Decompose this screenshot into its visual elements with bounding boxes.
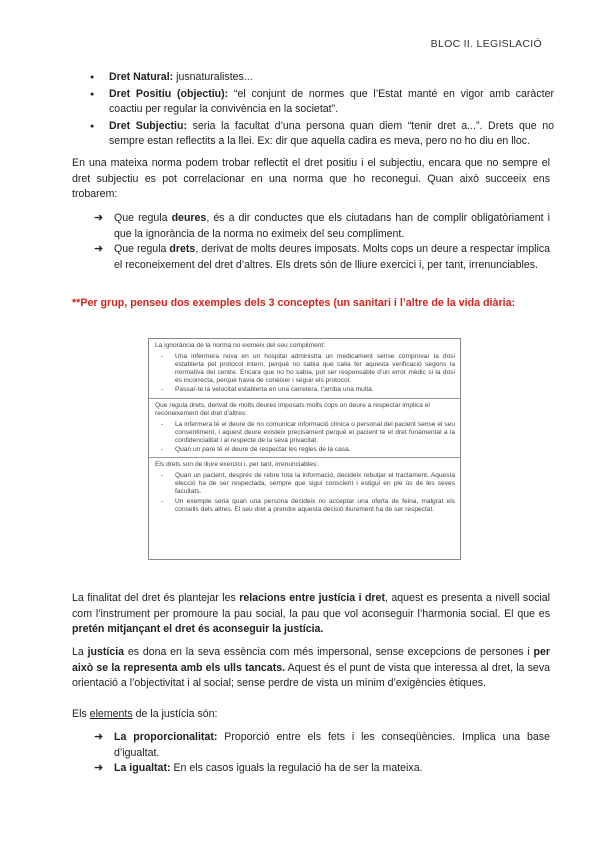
list-item: - Passar-te la velocitat establerta en una carretera, t’arriba una multa. (161, 386, 374, 394)
examples-box (148, 338, 461, 560)
list-item: - La infermera té el deure de no comunicar informació clínica o personal del pacient sense el seu consentiment, i aquest deure existeix precisament perquè el pacient té el dret fonamental a la confidencialitat i al respecte de la seva privacitat. (161, 420, 455, 444)
definitions-list (84, 70, 554, 151)
page-header: BLOC II. LEGISLACIÓ (430, 38, 542, 50)
arrow-icon: ➜ (94, 212, 104, 224)
list-item: ● Dret Subjectiu: seria la facultat d’una persona quan diem “tenir dret a...”. Drets que no sempre estan reflectits a la llei. Ex: dir que aquella cadira es meva, pero no ho diu en lloc. (84, 119, 554, 150)
paragraph: Els elements de la justícia són: (72, 708, 218, 720)
paragraph: La justícia es dona en la seva essència com més impersonal, sense excepcions de persones i per això se la representa amb els ulls tancats. Aquest és el punt de vista que interessa al dret, la seva orientació a l’objectivitat i al social; sense perdre de vista un mínim d’exigències ètiques. (72, 646, 551, 690)
list-item: - Quan un pare té el deure de respectar les regles de la casa. (161, 446, 351, 454)
list-item: ● Dret Natural: jusnaturalistes... (84, 70, 554, 86)
box-section-heading: La ignorància de la norma no eximeix del seu compliment: (155, 342, 326, 349)
list-item: ➜ La igualtat: En els casos iguals la regulació ha de ser la mateixa. (84, 761, 550, 777)
list-item: - Un exemple seria quan una persona decideix no acceptar una oferta de feina, malgrat els consells dels altres. El seu dret a prendre aquesta decisió lliurement ha de ser respectat. (161, 497, 455, 513)
arrow-icon: ➜ (94, 731, 104, 743)
box-section (149, 339, 460, 398)
arrow-list (84, 211, 550, 273)
paragraph: La finalitat del dret és plantejar les relacions entre justícia i dret, aquest es presenta a nivell social com l’instrument per promoure la pau social, la pau que vol aconseguir l’harmonia social. El que es pretén mitjançant el dret és aconseguir la justícia. (72, 592, 550, 636)
list-item: ● Dret Positiu (objectiu): “el conjunt de normes que l’Estat manté en vigor amb caràcter coactiu per regular la convivència en la societat”. (84, 87, 554, 118)
arrow-icon: ➜ (94, 243, 104, 256)
box-section-heading: Que regula drets, derivat de molts deures imposats molts cops un deure a respectar implica el reconeixement del dret d’altres: (155, 401, 430, 417)
arrow-icon: ➜ (94, 762, 104, 775)
box-section-heading: Els drets son de lliure exercici i, per tant, irrenunciables: (155, 461, 319, 469)
box-section (149, 457, 460, 517)
list-item: ➜ Que regula drets, derivat de molts deures imposats. Molts cops un deure a respectar implica el reconeixement del dret d’altres. Els drets són de lliure exercici i, per tant, irrenunciables. (94, 243, 551, 271)
list-item: - Una infermera nova en un hospital administra un medicament sense comprovar la dosi establerta pel protocol intern, perquè no sabia que calia fer aquesta verificació segons la normativa del centre. Encara que no ho sabia, pot ser responsable d’un error mèdic si la dosi és incorrecta, perquè havia de conèixer i seguir els protocol. (161, 353, 455, 385)
list-item: - Quan un pacient, després de rebre tota la informació, decideix rebutjar el tractament. Aquesta elecció ha de ser respectada, sempre que sigui conscient i estigui en ple ús de les seves facultats. (161, 472, 455, 496)
paragraph: En una mateixa norma podem trobar reflectit el dret positiu i el subjectiu, encara que no sempre el dret subjectiu es pot correlacionar en una norma que ho reconegui. Quan això succeeix ens trobarem: (72, 157, 550, 201)
box-section (149, 398, 460, 458)
arrow-list (84, 730, 550, 777)
red-instruction: **Per grup, penseu dos exemples dels 3 conceptes (un sanitari i l’altre de la vida diària: (72, 297, 516, 309)
list-item: ➜ La proporcionalitat: Proporció entre els fets i les conseqüències. Implica una base d’igualtat. (94, 731, 550, 759)
list-item: ➜ Que regula deures, és a dir conductes que els ciutadans han de complir obligatòriament i que la ignorància de la norma no eximeix del seu compliment. (94, 212, 550, 240)
